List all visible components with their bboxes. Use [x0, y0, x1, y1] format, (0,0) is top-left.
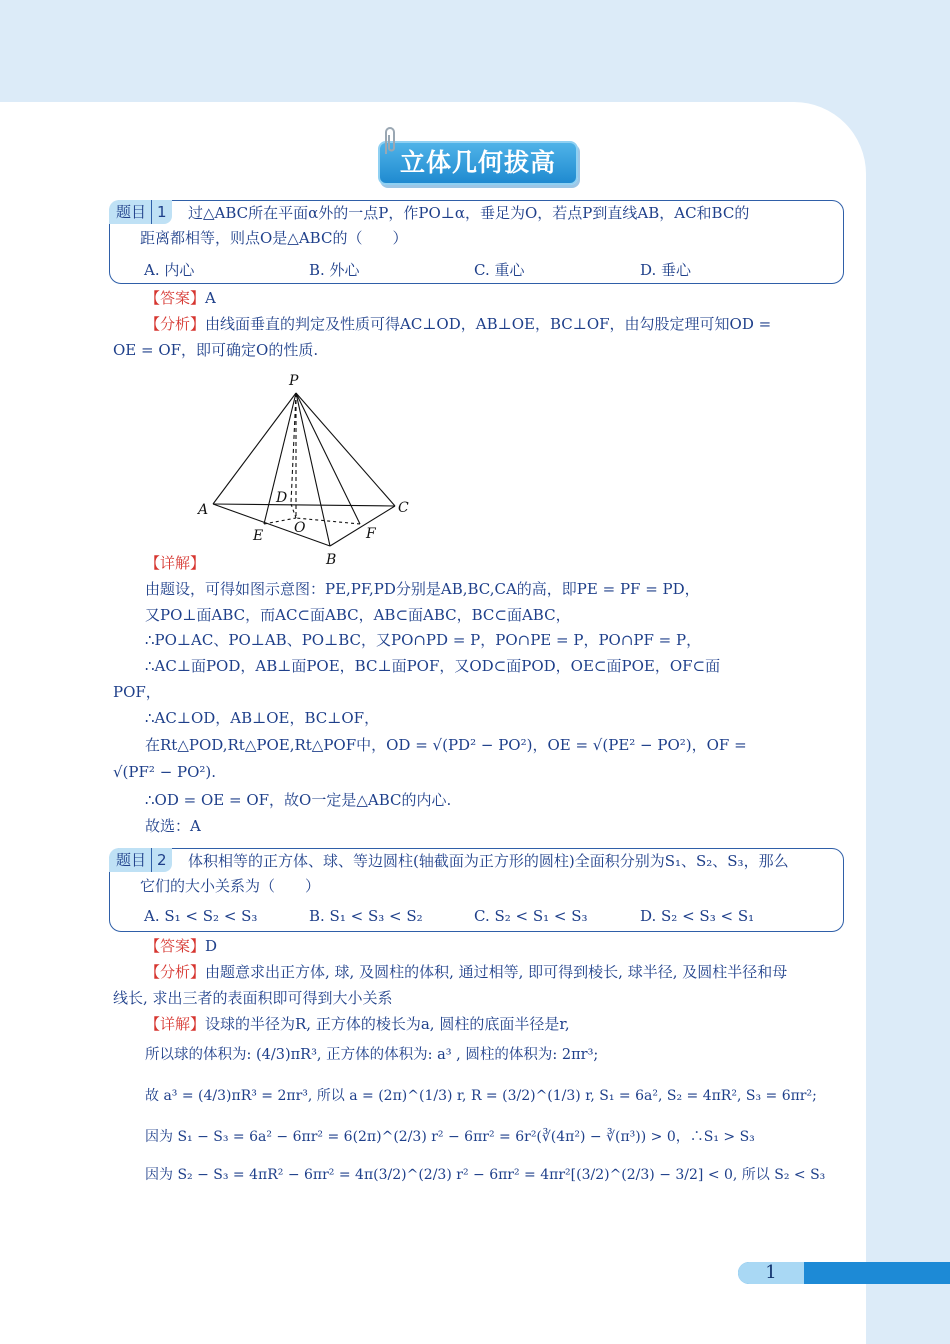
question-1-detail-label: 【详解】	[145, 554, 206, 572]
pyramid-figure	[190, 368, 420, 568]
figure-label-p: P	[289, 373, 299, 389]
question-1-stem-line2: 距离都相等，则点O是△ABC的（ ）	[140, 229, 408, 247]
figure-label-f: F	[366, 526, 376, 542]
question-1-box	[109, 200, 844, 284]
question-2-detail-line3: 故 a³ = (4/3)πR³ = 2πr³, 所以 a = (2π)^(1/3) r, R = (3/2)^(1/3) r, S₁ = 6a², S₂ = 4πR², S₃ = 6πr²;	[145, 1088, 817, 1104]
question-2-detail-line2: 所以球的体积为: (4/3)πR³, 正方体的体积为: a³ , 圆柱的体积为: 2πr³;	[145, 1047, 599, 1063]
page-number: 1	[738, 1262, 804, 1284]
figure-label-o: O	[294, 520, 306, 536]
question-2-option-b: B. S₁ < S₃ < S₂	[309, 907, 423, 925]
figure-label-a: A	[198, 502, 209, 518]
question-2-detail-line5: 因为 S₂ − S₃ = 4πR² − 6πr² = 4π(3/2)^(2/3) r² − 6πr² = 4πr²[(3/2)^(2/3) − 3/2] < 0, 所以 S₂ < S₃	[145, 1167, 826, 1183]
question-2-analysis-line1: 【分析】由题意求出正方体, 球, 及圆柱的体积, 通过相等, 即可得到棱长, 球半径, 及圆柱半径和母	[145, 963, 788, 981]
question-1-stem-line1: 过△ABC所在平面α外的一点P，作PO⊥α，垂足为O，若点P到直线AB，AC和BC的	[188, 204, 750, 222]
question-1-option-c: C. 重心	[474, 261, 525, 279]
question-2-option-c: C. S₂ < S₁ < S₃	[474, 907, 588, 925]
question-1-detail-line10: 故选：A	[145, 817, 201, 835]
question-1-detail-line8: √(PF² − PO²).	[113, 763, 217, 781]
question-1-detail-line5: POF，	[113, 683, 161, 701]
question-1-detail-line7: 在Rt△POD,Rt△POE,Rt△POF中，OD = √(PD² − PO²)，OE = √(PE² − PO²)，OF =	[145, 736, 747, 754]
paperclip-icon	[380, 126, 398, 156]
question-2-detail-line4: 因为 S₁ − S₃ = 6a² − 6πr² = 6(2π)^(2/3) r² − 6πr² = 6r²(∛(4π²) − ∛(π³)) > 0，∴S₁ > S₃	[145, 1129, 755, 1145]
question-2-analysis-line2: 线长, 求出三者的表面积即可得到大小关系	[113, 989, 393, 1007]
question-1-detail-line4: ∴AC⊥面POD，AB⊥面POE，BC⊥面POF，又OD⊂面POD，OE⊂面POE，OF⊂面	[145, 657, 721, 675]
figure-label-c: C	[398, 500, 409, 516]
question-1-option-b: B. 外心	[309, 261, 360, 279]
question-1-detail-line2: 又PO⊥面ABC，而AC⊂面ABC，AB⊂面ABC，BC⊂面ABC，	[145, 606, 571, 624]
question-2-tag: 题目 2	[109, 848, 172, 872]
question-1-option-a: A. 内心	[144, 261, 195, 279]
question-2-box	[109, 848, 844, 932]
page-sheet	[0, 102, 866, 1344]
question-1-detail-line6: ∴AC⊥OD，AB⊥OE，BC⊥OF，	[145, 709, 380, 727]
question-2-option-d: D. S₂ < S₃ < S₁	[640, 907, 755, 925]
question-1-tag: 题目 1	[109, 200, 172, 224]
question-1-option-d: D. 垂心	[640, 261, 692, 279]
question-1-analysis-line2: OE = OF，即可确定O的性质.	[113, 341, 319, 359]
page-title: 立体几何拔高	[378, 141, 578, 185]
question-2-answer: 【答案】D	[145, 937, 218, 955]
question-1-analysis-line1: 【分析】由线面垂直的判定及性质可得AC⊥OD，AB⊥OE，BC⊥OF，由勾股定理可知OD =	[145, 315, 772, 333]
question-2-option-a: A. S₁ < S₂ < S₃	[144, 907, 258, 925]
question-1-detail-line3: ∴PO⊥AC、PO⊥AB、PO⊥BC，又PO∩PD = P，PO∩PE = P，PO∩PF = P，	[145, 631, 702, 649]
question-1-detail-line9: ∴OD = OE = OF，故O一定是△ABC的内心.	[145, 791, 452, 809]
figure-label-e: E	[253, 528, 264, 544]
question-1-answer: 【答案】A	[145, 289, 216, 307]
figure-label-b: B	[326, 552, 337, 568]
question-2-stem-line2: 它们的大小关系为（ ）	[140, 877, 321, 895]
figure-label-d: D	[276, 490, 288, 506]
question-2-detail-line1: 【详解】设球的半径为R, 正方体的棱长为a, 圆柱的底面半径是r,	[145, 1015, 570, 1033]
question-2-stem-line1: 体积相等的正方体、球、等边圆柱(轴截面为正方形的圆柱)全面积分别为S₁、S₂、S₃，那么	[188, 852, 789, 870]
question-1-detail-line1: 由题设，可得如图示意图：PE,PF,PD分别是AB,BC,CA的高，即PE = PF = PD，	[145, 580, 700, 598]
